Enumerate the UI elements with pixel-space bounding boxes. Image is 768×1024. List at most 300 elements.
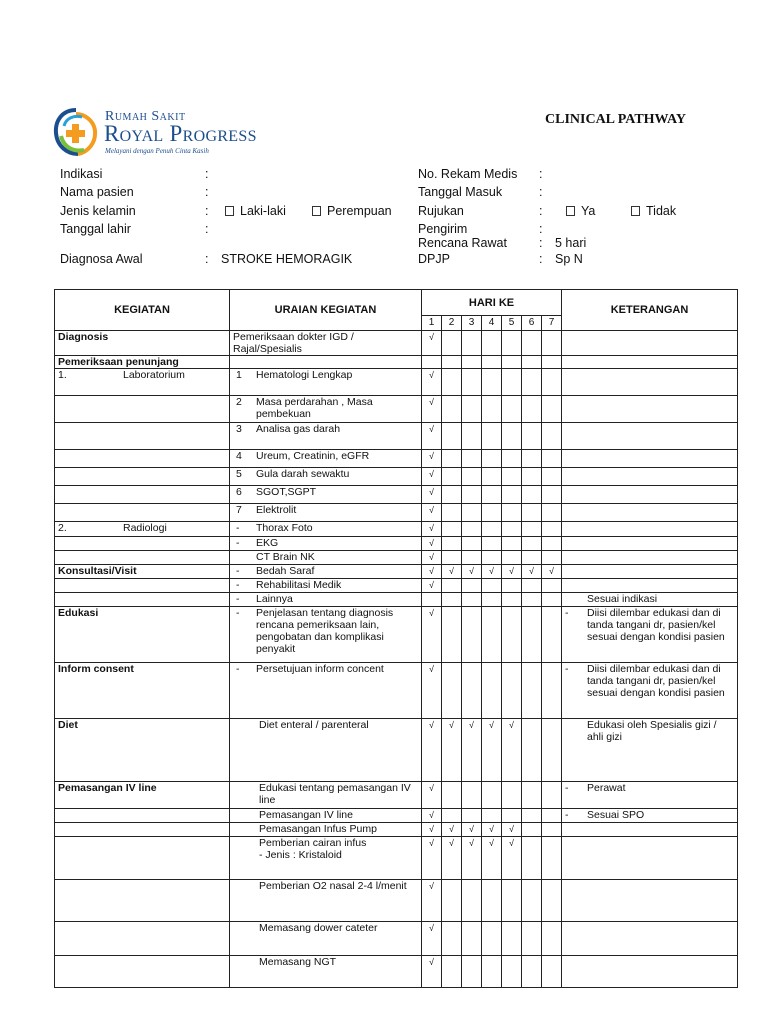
keterangan-cell bbox=[562, 356, 738, 369]
day-check-cell[interactable] bbox=[422, 396, 442, 423]
colon: : bbox=[205, 167, 209, 181]
day-check-cell[interactable] bbox=[502, 423, 522, 450]
checkmark-icon: √ bbox=[509, 824, 514, 834]
day-check-cell[interactable] bbox=[482, 396, 502, 423]
day-check-cell[interactable] bbox=[422, 922, 442, 956]
uraian-cell bbox=[230, 504, 422, 522]
day-check-cell[interactable] bbox=[422, 663, 442, 719]
day-check-cell[interactable] bbox=[542, 823, 562, 837]
day-check-cell[interactable] bbox=[542, 423, 562, 450]
day-check-cell[interactable] bbox=[422, 565, 442, 579]
uraian-cell bbox=[230, 663, 422, 719]
day-check-cell[interactable] bbox=[542, 551, 562, 565]
day-check-cell[interactable] bbox=[422, 504, 442, 522]
day-check-cell[interactable] bbox=[422, 880, 442, 922]
label-indikasi: Indikasi bbox=[60, 167, 103, 181]
day-check-cell[interactable] bbox=[422, 356, 442, 369]
day-check-cell[interactable] bbox=[482, 880, 502, 922]
day-check-cell[interactable] bbox=[462, 522, 482, 537]
colon: : bbox=[205, 185, 209, 199]
day-check-cell[interactable] bbox=[542, 331, 562, 356]
keterangan-cell bbox=[562, 719, 738, 782]
day-check-cell[interactable] bbox=[462, 565, 482, 579]
keterangan-text: Edukasi oleh Spesialis gizi / ahli gizi bbox=[587, 719, 717, 743]
day-check-cell[interactable] bbox=[462, 823, 482, 837]
table-row bbox=[55, 823, 738, 837]
keterangan-cell bbox=[562, 486, 738, 504]
uraian-cell bbox=[230, 956, 422, 988]
day-check-cell[interactable] bbox=[542, 922, 562, 956]
day-check-cell[interactable] bbox=[462, 593, 482, 607]
day-check-cell[interactable] bbox=[482, 486, 502, 504]
uraian-marker: 4 bbox=[236, 450, 242, 462]
day-check-cell[interactable] bbox=[422, 468, 442, 486]
uraian-text: Bedah Saraf bbox=[256, 565, 315, 577]
day-check-cell[interactable] bbox=[522, 809, 542, 823]
day-check-cell[interactable] bbox=[442, 809, 462, 823]
keterangan-cell bbox=[562, 782, 738, 809]
table-row bbox=[55, 522, 738, 537]
day-check-cell[interactable] bbox=[502, 369, 522, 396]
day-check-cell[interactable] bbox=[522, 486, 542, 504]
keterangan-cell bbox=[562, 522, 738, 537]
day-header: 6 bbox=[522, 316, 542, 331]
keterangan-cell bbox=[562, 663, 738, 719]
day-check-cell[interactable] bbox=[482, 331, 502, 356]
kegiatan-cell bbox=[55, 468, 230, 486]
day-check-cell[interactable] bbox=[522, 396, 542, 423]
day-check-cell[interactable] bbox=[542, 956, 562, 988]
day-check-cell[interactable] bbox=[422, 607, 442, 663]
kegiatan-cell bbox=[55, 450, 230, 468]
checkmark-icon: √ bbox=[429, 538, 434, 548]
day-check-cell[interactable] bbox=[462, 356, 482, 369]
day-check-cell[interactable] bbox=[522, 356, 542, 369]
day-check-cell[interactable] bbox=[442, 607, 462, 663]
day-check-cell[interactable] bbox=[442, 823, 462, 837]
day-check-cell[interactable] bbox=[482, 837, 502, 880]
day-check-cell[interactable] bbox=[542, 565, 562, 579]
value-diagnosa-awal: STROKE HEMORAGIK bbox=[221, 252, 353, 266]
day-check-cell[interactable] bbox=[522, 331, 542, 356]
day-check-cell[interactable] bbox=[502, 809, 522, 823]
day-check-cell[interactable] bbox=[482, 823, 502, 837]
day-check-cell[interactable] bbox=[522, 504, 542, 522]
logo-tagline: Melayani dengan Penuh Cinta Kasih bbox=[105, 147, 209, 155]
uraian-marker: 3 bbox=[236, 423, 242, 435]
day-check-cell[interactable] bbox=[422, 809, 442, 823]
uraian-cell bbox=[230, 607, 422, 663]
day-check-cell[interactable] bbox=[542, 663, 562, 719]
day-check-cell[interactable] bbox=[502, 823, 522, 837]
day-check-cell[interactable] bbox=[522, 593, 542, 607]
day-check-cell[interactable] bbox=[442, 565, 462, 579]
day-check-cell[interactable] bbox=[482, 565, 502, 579]
checkmark-icon: √ bbox=[489, 566, 494, 576]
day-check-cell[interactable] bbox=[462, 782, 482, 809]
uraian-marker: - bbox=[236, 522, 240, 534]
table-row bbox=[55, 468, 738, 486]
day-check-cell[interactable] bbox=[522, 663, 542, 719]
day-check-cell[interactable] bbox=[522, 719, 542, 782]
uraian-text: Memasang dower cateter bbox=[259, 922, 378, 934]
keterangan-cell bbox=[562, 607, 738, 663]
day-check-cell[interactable] bbox=[502, 537, 522, 551]
checkmark-icon: √ bbox=[429, 505, 434, 515]
day-check-cell[interactable] bbox=[502, 593, 522, 607]
uraian-text: SGOT,SGPT bbox=[256, 486, 317, 498]
day-check-cell[interactable] bbox=[482, 551, 502, 565]
day-check-cell[interactable] bbox=[502, 922, 522, 956]
uraian-cell bbox=[230, 565, 422, 579]
day-check-cell[interactable] bbox=[462, 956, 482, 988]
day-check-cell[interactable] bbox=[442, 396, 462, 423]
day-check-cell[interactable] bbox=[542, 593, 562, 607]
day-check-cell[interactable] bbox=[522, 823, 542, 837]
keterangan-cell bbox=[562, 565, 738, 579]
day-check-cell[interactable] bbox=[502, 356, 522, 369]
uraian-text: Diet enteral / parenteral bbox=[259, 719, 369, 731]
day-check-cell[interactable] bbox=[442, 956, 462, 988]
uraian-marker: 2 bbox=[236, 396, 242, 408]
day-check-cell[interactable] bbox=[482, 356, 502, 369]
kegiatan-cell bbox=[55, 486, 230, 504]
gender-laki-label: Laki-laki bbox=[240, 204, 286, 218]
day-check-cell[interactable] bbox=[442, 369, 462, 396]
keterangan-cell bbox=[562, 504, 738, 522]
day-check-cell[interactable] bbox=[502, 956, 522, 988]
uraian-text: Masa perdarahan , Masa pembekuan bbox=[256, 396, 373, 420]
keterangan-text: Diisi dilembar edukasi dan di tanda tangani dr, pasien/kel sesuai dengan kondisi pasien bbox=[587, 607, 725, 643]
day-check-cell[interactable] bbox=[482, 579, 502, 593]
table-row bbox=[55, 837, 738, 880]
gender-perempuan-option[interactable] bbox=[312, 205, 392, 218]
colon: : bbox=[205, 252, 209, 266]
gender-laki-option[interactable] bbox=[225, 205, 286, 218]
day-check-cell[interactable] bbox=[422, 522, 442, 537]
day-check-cell[interactable] bbox=[522, 880, 542, 922]
day-check-cell[interactable] bbox=[442, 579, 462, 593]
day-check-cell[interactable] bbox=[442, 663, 462, 719]
keterangan-text: Diisi dilembar edukasi dan di tanda tangani dr, pasien/kel sesuai dengan kondisi pasien bbox=[587, 663, 725, 699]
day-check-cell[interactable] bbox=[482, 782, 502, 809]
uraian-marker: - bbox=[236, 607, 240, 619]
day-check-cell[interactable] bbox=[442, 782, 462, 809]
day-check-cell[interactable] bbox=[522, 922, 542, 956]
day-check-cell[interactable] bbox=[442, 331, 462, 356]
keterangan-cell bbox=[562, 837, 738, 880]
checkmark-icon: √ bbox=[449, 838, 454, 848]
day-check-cell[interactable] bbox=[502, 522, 522, 537]
checkmark-icon: √ bbox=[429, 664, 434, 674]
day-header: 2 bbox=[442, 316, 462, 331]
day-check-cell[interactable] bbox=[542, 782, 562, 809]
day-check-cell[interactable] bbox=[422, 593, 442, 607]
label-nama-pasien: Nama pasien bbox=[60, 185, 134, 199]
day-check-cell[interactable] bbox=[502, 782, 522, 809]
table-row bbox=[55, 593, 738, 607]
day-check-cell[interactable] bbox=[542, 837, 562, 880]
day-check-cell[interactable] bbox=[442, 551, 462, 565]
day-check-cell[interactable] bbox=[542, 486, 562, 504]
day-check-cell[interactable] bbox=[522, 522, 542, 537]
uraian-text: Pemasangan IV line bbox=[259, 809, 353, 821]
day-check-cell[interactable] bbox=[542, 504, 562, 522]
day-check-cell[interactable] bbox=[522, 837, 542, 880]
rujukan-tidak-option[interactable] bbox=[631, 205, 676, 218]
day-check-cell[interactable] bbox=[422, 956, 442, 988]
day-check-cell[interactable] bbox=[482, 537, 502, 551]
day-check-cell[interactable] bbox=[442, 593, 462, 607]
day-check-cell[interactable] bbox=[442, 922, 462, 956]
colon: : bbox=[539, 185, 543, 199]
day-check-cell[interactable] bbox=[422, 719, 442, 782]
uraian-cell bbox=[230, 719, 422, 782]
uraian-text: Elektrolit bbox=[256, 504, 297, 516]
day-check-cell[interactable] bbox=[462, 922, 482, 956]
kegiatan-cell bbox=[55, 565, 230, 579]
day-check-cell[interactable] bbox=[482, 956, 502, 988]
document-title: CLINICAL PATHWAY bbox=[545, 112, 686, 127]
day-check-cell[interactable] bbox=[542, 809, 562, 823]
uraian-cell bbox=[230, 468, 422, 486]
day-check-cell[interactable] bbox=[442, 450, 462, 468]
kegiatan-cell bbox=[55, 331, 230, 356]
day-check-cell[interactable] bbox=[442, 880, 462, 922]
day-check-cell[interactable] bbox=[522, 607, 542, 663]
label-tanggal-masuk: Tanggal Masuk bbox=[418, 185, 503, 199]
clinical-pathway-table bbox=[54, 289, 738, 988]
day-check-cell[interactable] bbox=[522, 565, 542, 579]
day-check-cell[interactable] bbox=[462, 551, 482, 565]
uraian-marker: - bbox=[236, 537, 240, 549]
keterangan-cell bbox=[562, 396, 738, 423]
kegiatan-label: Pemeriksaan penunjang bbox=[58, 356, 179, 368]
day-check-cell[interactable] bbox=[422, 369, 442, 396]
table-row bbox=[55, 331, 738, 356]
day-check-cell[interactable] bbox=[462, 663, 482, 719]
day-check-cell[interactable] bbox=[502, 565, 522, 579]
day-check-cell[interactable] bbox=[442, 837, 462, 880]
day-check-cell[interactable] bbox=[462, 331, 482, 356]
checkmark-icon: √ bbox=[429, 810, 434, 820]
day-check-cell[interactable] bbox=[442, 423, 462, 450]
checkmark-icon: √ bbox=[489, 838, 494, 848]
day-check-cell[interactable] bbox=[482, 369, 502, 396]
uraian-cell bbox=[230, 809, 422, 823]
uraian-text: Edukasi tentang pemasangan IV line bbox=[259, 782, 411, 806]
day-check-cell[interactable] bbox=[462, 809, 482, 823]
day-check-cell[interactable] bbox=[482, 719, 502, 782]
checkbox-icon bbox=[225, 206, 234, 216]
checkmark-icon: √ bbox=[429, 370, 434, 380]
day-check-cell[interactable] bbox=[482, 504, 502, 522]
day-check-cell[interactable] bbox=[482, 522, 502, 537]
day-check-cell[interactable] bbox=[422, 837, 442, 880]
day-check-cell[interactable] bbox=[522, 551, 542, 565]
day-check-cell[interactable] bbox=[462, 504, 482, 522]
rujukan-tidak-label: Tidak bbox=[646, 204, 677, 218]
day-check-cell[interactable] bbox=[502, 450, 522, 468]
day-check-cell[interactable] bbox=[422, 551, 442, 565]
day-check-cell[interactable] bbox=[482, 423, 502, 450]
checkmark-icon: √ bbox=[429, 566, 434, 576]
day-header: 1 bbox=[422, 316, 442, 331]
kegiatan-number: 1. bbox=[58, 369, 67, 381]
keterangan-cell bbox=[562, 537, 738, 551]
day-header: 7 bbox=[542, 316, 562, 331]
uraian-text: Memasang NGT bbox=[259, 956, 337, 968]
kegiatan-cell bbox=[55, 719, 230, 782]
day-check-cell[interactable] bbox=[502, 551, 522, 565]
day-check-cell[interactable] bbox=[422, 331, 442, 356]
day-check-cell[interactable] bbox=[462, 837, 482, 880]
day-check-cell[interactable] bbox=[502, 504, 522, 522]
day-check-cell[interactable] bbox=[542, 607, 562, 663]
checkmark-icon: √ bbox=[489, 824, 494, 834]
day-check-cell[interactable] bbox=[522, 782, 542, 809]
uraian-cell bbox=[230, 450, 422, 468]
colon: : bbox=[539, 236, 543, 250]
kegiatan-cell bbox=[55, 823, 230, 837]
uraian-cell bbox=[230, 823, 422, 837]
day-check-cell[interactable] bbox=[482, 450, 502, 468]
uraian-text: EKG bbox=[256, 537, 279, 549]
table-row bbox=[55, 486, 738, 504]
day-check-cell[interactable] bbox=[462, 468, 482, 486]
day-check-cell[interactable] bbox=[462, 880, 482, 922]
day-check-cell[interactable] bbox=[502, 607, 522, 663]
keterangan-cell bbox=[562, 551, 738, 565]
rujukan-ya-option[interactable] bbox=[566, 205, 595, 218]
day-check-cell[interactable] bbox=[462, 719, 482, 782]
day-check-cell[interactable] bbox=[442, 468, 462, 486]
uraian-marker: 1 bbox=[236, 369, 242, 381]
checkmark-icon: √ bbox=[469, 720, 474, 730]
kegiatan-cell bbox=[55, 782, 230, 809]
day-check-cell[interactable] bbox=[462, 537, 482, 551]
checkmark-icon: √ bbox=[469, 838, 474, 848]
day-check-cell[interactable] bbox=[522, 468, 542, 486]
checkmark-icon: √ bbox=[469, 824, 474, 834]
day-check-cell[interactable] bbox=[502, 486, 522, 504]
checkmark-icon: √ bbox=[489, 720, 494, 730]
kegiatan-cell bbox=[55, 423, 230, 450]
day-check-cell[interactable] bbox=[482, 593, 502, 607]
day-check-cell[interactable] bbox=[542, 450, 562, 468]
day-check-cell[interactable] bbox=[542, 396, 562, 423]
day-check-cell[interactable] bbox=[522, 579, 542, 593]
day-check-cell[interactable] bbox=[542, 369, 562, 396]
day-header: 4 bbox=[482, 316, 502, 331]
day-check-cell[interactable] bbox=[522, 423, 542, 450]
uraian-marker: - bbox=[236, 663, 240, 675]
day-check-cell[interactable] bbox=[522, 450, 542, 468]
keterangan-cell bbox=[562, 956, 738, 988]
day-check-cell[interactable] bbox=[482, 607, 502, 663]
day-check-cell[interactable] bbox=[442, 504, 462, 522]
checkmark-icon: √ bbox=[449, 824, 454, 834]
day-check-cell[interactable] bbox=[522, 956, 542, 988]
day-check-cell[interactable] bbox=[502, 837, 522, 880]
day-check-cell[interactable] bbox=[482, 663, 502, 719]
keterangan-cell bbox=[562, 593, 738, 607]
day-check-cell[interactable] bbox=[422, 537, 442, 551]
day-check-cell[interactable] bbox=[502, 579, 522, 593]
day-check-cell[interactable] bbox=[442, 486, 462, 504]
day-check-cell[interactable] bbox=[422, 579, 442, 593]
day-check-cell[interactable] bbox=[462, 607, 482, 663]
day-check-cell[interactable] bbox=[542, 719, 562, 782]
day-check-cell[interactable] bbox=[542, 356, 562, 369]
day-check-cell[interactable] bbox=[462, 486, 482, 504]
checkmark-icon: √ bbox=[469, 566, 474, 576]
day-check-cell[interactable] bbox=[462, 396, 482, 423]
day-check-cell[interactable] bbox=[542, 579, 562, 593]
table-row bbox=[55, 809, 738, 823]
day-check-cell[interactable] bbox=[422, 423, 442, 450]
checkmark-icon: √ bbox=[429, 552, 434, 562]
table-row bbox=[55, 719, 738, 782]
day-check-cell[interactable] bbox=[462, 369, 482, 396]
day-check-cell[interactable] bbox=[462, 579, 482, 593]
keterangan-cell bbox=[562, 823, 738, 837]
day-check-cell[interactable] bbox=[422, 450, 442, 468]
label-tanggal-lahir: Tanggal lahir bbox=[60, 222, 131, 236]
day-check-cell[interactable] bbox=[502, 396, 522, 423]
day-check-cell[interactable] bbox=[422, 782, 442, 809]
day-check-cell[interactable] bbox=[442, 537, 462, 551]
day-check-cell[interactable] bbox=[542, 537, 562, 551]
day-check-cell[interactable] bbox=[522, 369, 542, 396]
day-check-cell[interactable] bbox=[502, 880, 522, 922]
day-check-cell[interactable] bbox=[502, 468, 522, 486]
day-check-cell[interactable] bbox=[482, 468, 502, 486]
day-check-cell[interactable] bbox=[482, 922, 502, 956]
day-check-cell[interactable] bbox=[502, 331, 522, 356]
day-check-cell[interactable] bbox=[442, 719, 462, 782]
label-rencana-rawat: Rencana Rawat bbox=[418, 236, 507, 250]
checkmark-icon: √ bbox=[509, 566, 514, 576]
kegiatan-label: Edukasi bbox=[58, 607, 99, 619]
day-check-cell[interactable] bbox=[462, 450, 482, 468]
day-check-cell[interactable] bbox=[422, 486, 442, 504]
day-check-cell[interactable] bbox=[542, 522, 562, 537]
uraian-marker: 7 bbox=[236, 504, 242, 516]
uraian-cell bbox=[230, 369, 422, 396]
keterangan-cell bbox=[562, 369, 738, 396]
day-header: 5 bbox=[502, 316, 522, 331]
checkbox-icon bbox=[312, 206, 321, 216]
day-check-cell[interactable] bbox=[542, 468, 562, 486]
day-check-cell[interactable] bbox=[502, 719, 522, 782]
uraian-cell bbox=[230, 782, 422, 809]
uraian-text: Pemberian O2 nasal 2-4 l/menit bbox=[259, 880, 407, 892]
table-row bbox=[55, 565, 738, 579]
day-check-cell[interactable] bbox=[542, 880, 562, 922]
uraian-text: Analisa gas darah bbox=[256, 423, 341, 435]
day-check-cell[interactable] bbox=[442, 356, 462, 369]
day-check-cell[interactable] bbox=[482, 809, 502, 823]
day-check-cell[interactable] bbox=[442, 522, 462, 537]
table-row bbox=[55, 956, 738, 988]
day-check-cell[interactable] bbox=[422, 823, 442, 837]
day-check-cell[interactable] bbox=[462, 423, 482, 450]
day-check-cell[interactable] bbox=[502, 663, 522, 719]
day-check-cell[interactable] bbox=[522, 537, 542, 551]
uraian-cell bbox=[230, 331, 422, 356]
kegiatan-label: Diagnosis bbox=[58, 331, 109, 343]
